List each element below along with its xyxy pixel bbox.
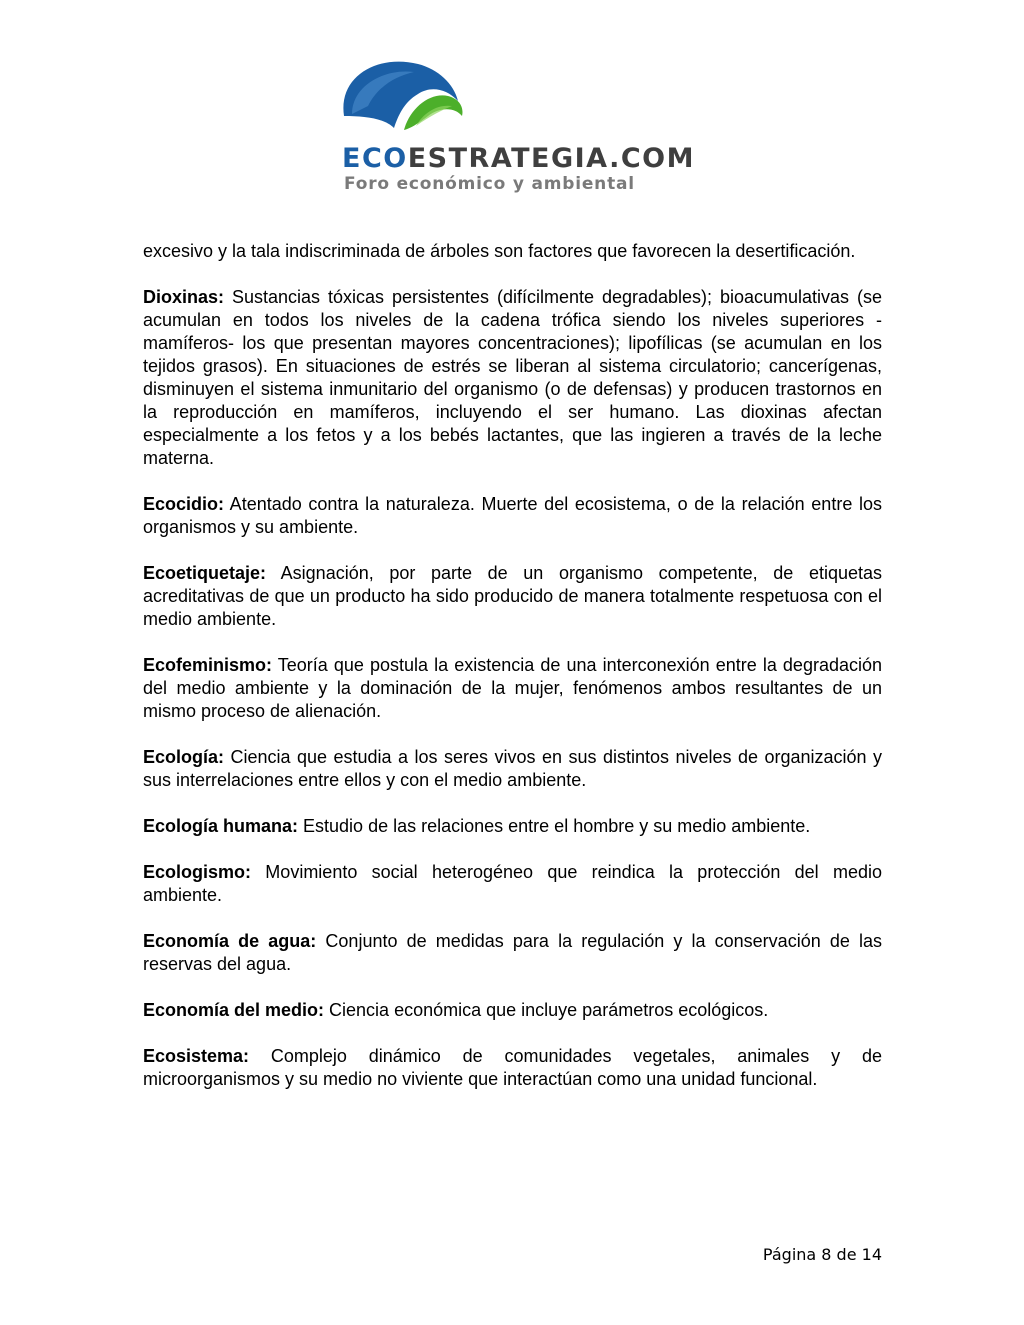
glossary-term: Ecología humana:: [143, 816, 299, 836]
glossary-entry: [143, 815, 882, 838]
glossary-term: Ecosistema:: [143, 1046, 250, 1066]
glossary-definition: Atentado contra la naturaleza. Muerte del ecosistema, o de la relación entre los organismos y su ambiente.: [143, 494, 882, 537]
glossary-definition: Movimiento social heterogéneo que reindica la protección del medio ambiente.: [143, 862, 882, 905]
glossary-term: Ecologismo:: [143, 862, 252, 882]
glossary-entry: [143, 493, 882, 539]
ecoestrategia-logo: [338, 56, 695, 196]
glossary-entry: [143, 1045, 882, 1091]
glossary-entry: [143, 654, 882, 723]
page-number: Página 8 de 14: [762, 1245, 882, 1264]
brand-tagline: Foro económico y ambiental: [344, 174, 635, 194]
glossary-term: Economía del medio:: [143, 1000, 325, 1020]
glossary-term: Economía de agua:: [143, 931, 317, 951]
document-body: [143, 240, 882, 1114]
glossary-term: Dioxinas:: [143, 287, 225, 307]
glossary-definition: Conjunto de medidas para la regulación y la conservación de las reservas del agua.: [143, 931, 882, 974]
glossary-term: Ecocidio:: [143, 494, 225, 514]
glossary-definition: Ciencia que estudia a los seres vivos en sus distintos niveles de organización y sus interrelaciones entre ellos y con el medio ambiente.: [143, 747, 882, 790]
glossary-definition: Estudio de las relaciones entre el hombre y su medio ambiente.: [298, 816, 811, 836]
glossary-term: Ecofeminismo:: [143, 655, 273, 675]
glossary-definition: Asignación, por parte de un organismo competente, de etiquetas acreditativas de que un producto ha sido producido de manera totalmente respetuosa con el medio ambiente.: [143, 563, 882, 629]
glossary-term: Ecología:: [143, 747, 225, 767]
glossary-entries: [143, 286, 882, 1091]
glossary-entry: [143, 861, 882, 907]
glossary-definition: Teoría que postula la existencia de una interconexión entre la degradación del medio ambiente y la dominación de la mujer, fenómenos ambos resultantes de un mismo proceso de alienación.: [143, 655, 882, 721]
glossary-definition: Sustancias tóxicas persistentes (difícilmente degradables); bioacumulativas (se acumulan en todos los niveles de la cadena trófica siendo los niveles superiores -mamíferos- los que presentan mayores concentraciones); lipofílicas (se acumulan en los tejidos grasos). En situaciones de estrés se liberan al sistema circulatorio; cancerígenas, disminuyen el sistema inmunitario del organismo (o de defensas) y producen trastornos en la reproducción en mamíferos, incluyendo el ser humano. Las dioxinas afectan especialmente a los fetos y a los bebés lactantes, que las ingieren a través de la leche materna.: [143, 287, 882, 468]
brand-prefix: ECO: [342, 143, 408, 174]
brand-rest: ESTRATEGIA.COM: [407, 143, 695, 174]
glossary-entry: [143, 999, 882, 1022]
glossary-definition: Ciencia económica que incluye parámetros ecológicos.: [324, 1000, 769, 1020]
glossary-definition: Complejo dinámico de comunidades vegetales, animales y de microorganismos y su medio no viviente que interactúan como una unidad funcional.: [143, 1046, 882, 1089]
glossary-entry: [143, 562, 882, 631]
glossary-entry: [143, 746, 882, 792]
glossary-term: Ecoetiquetaje:: [143, 563, 267, 583]
glossary-entry: [143, 930, 882, 976]
logo-wave-icon: [338, 56, 478, 146]
intro-paragraph: excesivo y la tala indiscriminada de árboles son factores que favorecen la desertificación.: [143, 241, 856, 261]
brand-name: [342, 144, 695, 174]
glossary-entry: [143, 286, 882, 470]
